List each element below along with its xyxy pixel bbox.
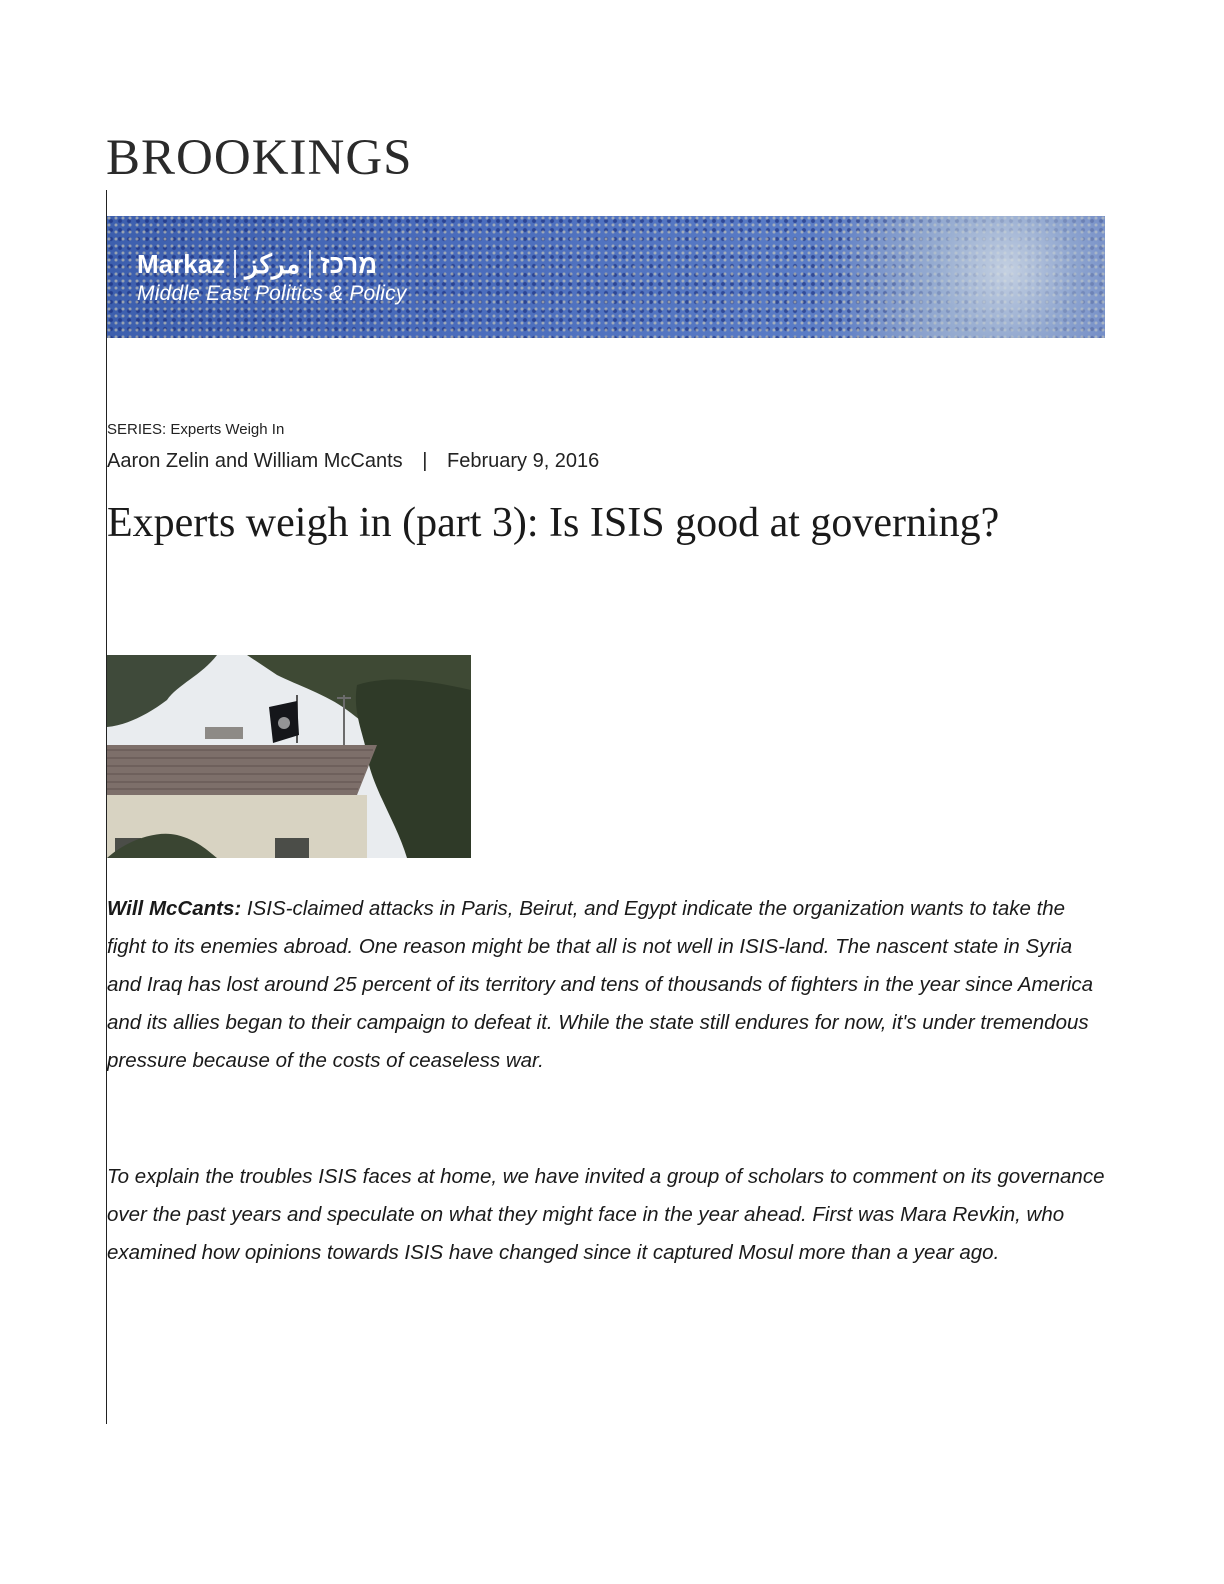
brookings-logo[interactable]: BROOKINGS [106,130,413,186]
speaker-name: Will McCants: [107,897,242,920]
banner-separator [234,250,236,278]
paragraph-text: ISIS-claimed attacks in Paris, Beirut, and Egypt indicate the organization wants to take the fight to its enemies abroad. One reason might be that all is not well in ISIS-land. The nascent state in Syria and Iraq has lost around 25 percent of its territory and tens of thousands of fighters in the year since America and its allies began to their campaign to defeat it. While the state still endures for now, it's under tremendous pressure because of the costs of ceaseless war. [107,897,1094,1072]
publish-date: February 9, 2016 [446,450,600,472]
banner-subtitle: Middle East Politics & Policy [137,282,407,305]
byline [107,450,599,473]
article-title: Experts weigh in (part 3): Is ISIS good at governing? [107,500,1000,546]
article-photo [107,655,471,858]
banner-name-hebrew: מרכז [320,249,378,279]
banner-text-group [137,250,407,306]
paragraph-text: To explain the troubles ISIS faces at home, we have invited a group of scholars to comment on its governance over the past years and speculate on what they might face in the year ahead. First was Mara Revkin, who examined how opinions towards ISIS have changed since it captured Mosul more than a year ago. [107,1165,1105,1264]
byline-divider: | [422,450,428,472]
article-paragraph [107,890,1107,1080]
article-paragraph [107,1158,1107,1272]
markaz-banner[interactable] [107,216,1105,338]
banner-name-arabic: مركز [245,249,301,279]
banner-title [137,250,407,278]
banner-name-latin: Markaz [137,249,226,279]
banner-separator [309,250,311,278]
series-label[interactable]: SERIES: Experts Weigh In [107,421,285,438]
author-names[interactable]: Aaron Zelin and William McCants [107,450,403,472]
